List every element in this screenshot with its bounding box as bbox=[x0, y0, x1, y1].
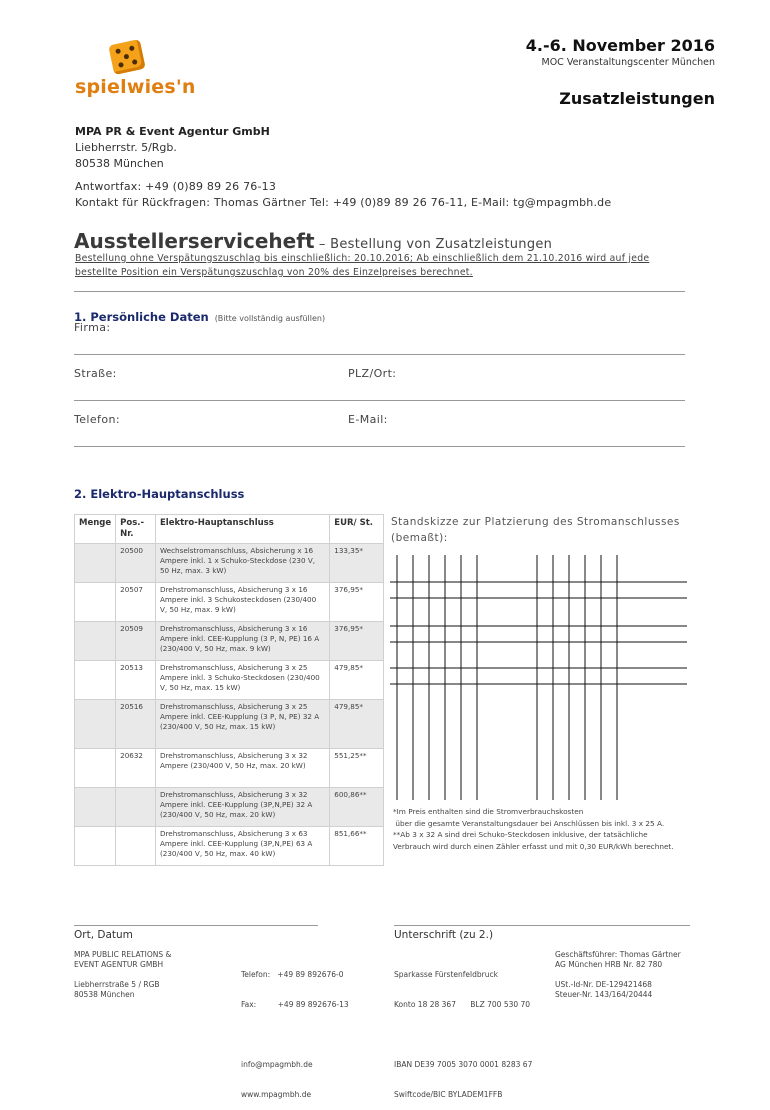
table-row bbox=[75, 700, 384, 749]
sketch-grid[interactable] bbox=[390, 555, 687, 800]
footer-bank bbox=[394, 950, 532, 1110]
strasse-label: Straße: bbox=[74, 367, 117, 380]
firma-label: Firma: bbox=[74, 321, 111, 334]
desc-cell: Drehstromanschluss, Absicherung 3 x 16 Ampere inkl. 3 Schukosteckdosen (230/400 V, 50 Hz, max. 9 kW) bbox=[155, 583, 329, 622]
footer-line: Geschäftsführer: Thomas Gärtner bbox=[555, 950, 681, 959]
strasse-field[interactable] bbox=[74, 400, 685, 401]
price-cell: 133,35* bbox=[330, 544, 384, 583]
contact-block bbox=[75, 179, 611, 211]
pos-cell: 20632 bbox=[116, 749, 156, 788]
qty-cell[interactable] bbox=[75, 583, 116, 622]
price-cell: 600,86** bbox=[330, 788, 384, 827]
footer-line: Swiftcode/BIC BYLADEM1FFB bbox=[394, 1090, 503, 1099]
date-label: Ort, Datum bbox=[74, 929, 133, 941]
logo bbox=[75, 42, 195, 110]
telefon-label: Telefon: bbox=[74, 413, 120, 426]
firma-field[interactable] bbox=[74, 354, 685, 355]
table-row bbox=[75, 749, 384, 788]
price-cell: 376,95* bbox=[330, 583, 384, 622]
desc-cell: Drehstromanschluss, Absicherung 3 x 63 Ampere inkl. CEE-Kupplung (3P,N,PE) 63 A (230/400 V, 50 Hz, max. 40 kW) bbox=[155, 827, 329, 866]
footer-line: EVENT AGENTUR GMBH bbox=[74, 960, 164, 969]
footnote: *Im Preis enthalten sind die Stromverbrauchskosten bbox=[393, 807, 584, 816]
table-row bbox=[75, 622, 384, 661]
street: Liebherrstr. 5/Rgb. bbox=[75, 141, 177, 154]
table-row bbox=[75, 661, 384, 700]
footer-line: Fax: +49 89 892676-13 bbox=[241, 1000, 349, 1009]
qty-cell[interactable] bbox=[75, 544, 116, 583]
title-sub: – Bestellung von Zusatzleistungen bbox=[314, 237, 553, 252]
qty-cell[interactable] bbox=[75, 700, 116, 749]
table-row bbox=[75, 544, 384, 583]
price-cell: 376,95* bbox=[330, 622, 384, 661]
section1-title: 1. Persönliche Daten bbox=[74, 310, 209, 324]
section1-note: (Bitte vollständig ausfüllen) bbox=[214, 314, 326, 323]
fax-line: Antwortfax: +49 (0)89 89 26 76-13 bbox=[75, 180, 277, 193]
footer-line: IBAN DE39 7005 3070 0001 8283 67 bbox=[394, 1060, 533, 1069]
footer-line: MPA PUBLIC RELATIONS & bbox=[74, 950, 172, 959]
section1-header bbox=[74, 306, 325, 325]
telefon-field[interactable] bbox=[74, 446, 685, 447]
signature-line[interactable] bbox=[394, 925, 690, 926]
footer-line: Telefon: +49 89 892676-0 bbox=[241, 970, 344, 979]
desc-cell: Drehstromanschluss, Absicherung 3 x 25 Ampere inkl. CEE-Kupplung (3 P, N, PE) 32 A (230/400 V, 50 Hz, max. 15 kW) bbox=[155, 700, 329, 749]
email-label: E-Mail: bbox=[348, 413, 388, 426]
footer-company bbox=[74, 950, 171, 1000]
city: 80538 München bbox=[75, 157, 164, 170]
divider bbox=[74, 291, 685, 292]
section2-title: 2. Elektro-Hauptanschluss bbox=[74, 487, 245, 501]
price-cell: 551,25** bbox=[330, 749, 384, 788]
price-cell: 479,85* bbox=[330, 700, 384, 749]
event-venue: MOC Veranstaltungscenter München bbox=[541, 57, 715, 68]
qty-cell[interactable] bbox=[75, 788, 116, 827]
company-name: MPA PR & Event Agentur GmbH bbox=[75, 125, 270, 138]
col-eur: EUR/ St. bbox=[330, 515, 384, 544]
sketch-label: Standskizze zur Platzierung des Stromanschlusses (bemaßt): bbox=[391, 516, 680, 544]
footer-legal bbox=[555, 950, 681, 1000]
desc-cell: Drehstromanschluss, Absicherung 3 x 32 Ampere inkl. CEE-Kupplung (3P,N,PE) 32 A (230/400 V, 50 Hz, max. 20 kW) bbox=[155, 788, 329, 827]
footer-contact bbox=[241, 950, 349, 1110]
address-block bbox=[75, 124, 270, 172]
doc-title-right: Zusatzleistungen bbox=[559, 89, 715, 108]
footer-line: Konto 18 28 367 BLZ 700 530 70 bbox=[394, 1000, 531, 1009]
footer-line: USt.-Id-Nr. DE-129421468 bbox=[555, 980, 652, 989]
pos-cell: 20513 bbox=[116, 661, 156, 700]
qty-cell[interactable] bbox=[75, 749, 116, 788]
pos-cell bbox=[116, 788, 156, 827]
plz-label: PLZ/Ort: bbox=[348, 367, 397, 380]
qty-cell[interactable] bbox=[75, 661, 116, 700]
price-cell: 851,66** bbox=[330, 827, 384, 866]
table-row bbox=[75, 788, 384, 827]
desc-cell: Wechselstromanschluss, Absicherung x 16 Ampere inkl. 1 x Schuko-Steckdose (230 V, 50 Hz, max. 3 kW) bbox=[155, 544, 329, 583]
price-table bbox=[74, 514, 384, 866]
pos-cell: 20507 bbox=[116, 583, 156, 622]
footnote: über die gesamte Veranstaltungsdauer bei Anschlüssen bis inkl. 3 x 25 A. bbox=[393, 818, 665, 828]
contact-line: Kontakt für Rückfragen: Thomas Gärtner Tel: +49 (0)89 89 26 76-11, E-Mail: tg@mpagmbh.de bbox=[75, 196, 612, 209]
table-row bbox=[75, 827, 384, 866]
col-pos: Pos.-Nr. bbox=[116, 515, 156, 544]
pos-cell: 20516 bbox=[116, 700, 156, 749]
footer-line: AG München HRB Nr. 82 780 bbox=[555, 960, 663, 969]
qty-cell[interactable] bbox=[75, 827, 116, 866]
logo-text: spielwies'n bbox=[75, 76, 196, 98]
table-row bbox=[75, 583, 384, 622]
late-notice: Bestellung ohne Verspätungszuschlag bis einschließlich: 20.10.2016; Ab einschließlich dem 21.10.2016 wird auf jede bestellte Position ein Verspätungszuschlag von 20% des Einzelpreises berechnet. bbox=[75, 253, 650, 278]
page-title bbox=[74, 229, 552, 253]
title-main: Ausstellerserviceheft bbox=[74, 229, 315, 253]
col-desc: Elektro-Hauptanschluss bbox=[155, 515, 329, 544]
pos-cell bbox=[116, 827, 156, 866]
footer-line: 80538 München bbox=[74, 990, 135, 999]
qty-cell[interactable] bbox=[75, 622, 116, 661]
desc-cell: Drehstromanschluss, Absicherung 3 x 32 Ampere (230/400 V, 50 Hz, max. 20 kW) bbox=[155, 749, 329, 788]
signature-label: Unterschrift (zu 2.) bbox=[394, 929, 494, 941]
footer-line: Steuer-Nr. 143/164/20444 bbox=[555, 990, 653, 999]
footnote: Verbrauch wird durch einen Zähler erfasst und mit 0,30 EUR/kWh berechnet. bbox=[393, 841, 674, 851]
pos-cell: 20509 bbox=[116, 622, 156, 661]
pos-cell: 20500 bbox=[116, 544, 156, 583]
footnote: **Ab 3 x 32 A sind drei Schuko-Steckdosen inklusive, der tatsächliche bbox=[393, 830, 648, 839]
footer-line: Liebherrstraße 5 / RGB bbox=[74, 980, 160, 989]
date-line[interactable] bbox=[74, 925, 318, 926]
table-header bbox=[75, 515, 384, 544]
price-cell: 479,85* bbox=[330, 661, 384, 700]
desc-cell: Drehstromanschluss, Absicherung 3 x 16 Ampere inkl. CEE-Kupplung (3 P, N, PE) 16 A (230/400 V, 50 Hz, max. 9 kW) bbox=[155, 622, 329, 661]
footer-email-link[interactable]: info@mpagmbh.de bbox=[241, 1060, 313, 1069]
dice-icon bbox=[108, 39, 146, 75]
footer-line: Sparkasse Fürstenfeldbruck bbox=[394, 970, 498, 979]
footer-web-link[interactable]: www.mpagmbh.de bbox=[241, 1090, 312, 1099]
col-qty: Menge bbox=[75, 515, 116, 544]
desc-cell: Drehstromanschluss, Absicherung 3 x 25 Ampere inkl. 3 Schuko-Steckdosen (230/400 V, 50 Hz, max. 15 kW) bbox=[155, 661, 329, 700]
event-date: 4.-6. November 2016 bbox=[525, 36, 715, 55]
footnotes bbox=[393, 806, 713, 852]
